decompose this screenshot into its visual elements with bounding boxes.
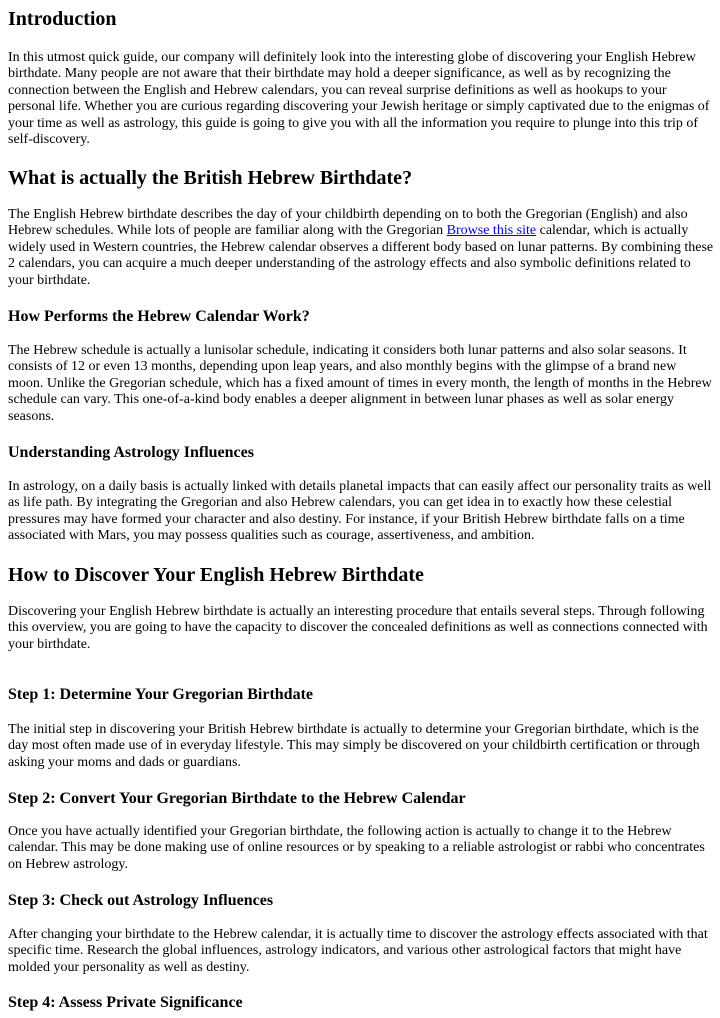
- paragraph-what-is-birthdate: [8, 207, 714, 289]
- paragraph-step-3: After changing your birthdate to the Hebrew calendar, it is actually time to discover the astrology effects associated with that specific time. Research the global influences, astrology indicators, and various other astrological factors that might have molded your personality as well as destiny.: [8, 927, 708, 975]
- paragraph-step-1: The initial step in discovering your British Hebrew birthdate is actually to determine your Gregorian birthdate, which is the day most often made use of in everyday lifestyle. This may simply be discovered on your childbirth certification or through asking your moms and dads or guardians.: [8, 722, 700, 770]
- heading-introduction: Introduction: [8, 8, 117, 30]
- heading-hebrew-calendar: How Performs the Hebrew Calendar Work?: [8, 308, 310, 325]
- paragraph-astrology-influences: In astrology, on a daily basis is actually linked with details planetal impacts that can easily affect our personality traits as well as life path. By integrating the Gregorian and also Hebrew calendars, you can get idea in to exactly how these celestial pressures may have formed your character and also destiny. For instance, if your British Hebrew birthdate falls on a time associated with Mars, you may possess qualities such as courage, assertiveness, and ambition.: [8, 479, 712, 544]
- paragraph-how-to-discover: Discovering your English Hebrew birthdate is actually an interesting procedure that entails several steps. Through following this overview, you are going to have the capacity to discover the concealed definitions as well as connections connected with your birthdate.: [8, 604, 708, 652]
- paragraph-hebrew-calendar: The Hebrew schedule is actually a lunisolar schedule, indicating it considers both lunar patterns and also solar seasons. It consists of 12 or even 13 months, depending upon leap years, and also monthly begins with the glimpse of a brand new moon. Unlike the Gregorian schedule, which has a fixed amount of times in every month, the length of months in the Hebrew schedule can vary. This one-of-a-kind body enables a deeper alignment in between lunar phases as well as solar energy seasons.: [8, 343, 712, 424]
- heading-step-3: Step 3: Check out Astrology Influences: [8, 892, 274, 909]
- heading-step-4: Step 4: Assess Private Significance: [8, 994, 243, 1011]
- paragraph-introduction: In this utmost quick guide, our company will definitely look into the interesting globe of discovering your English Hebrew birthdate. Many people are not aware that their birthdate may hold a deeper significance, as well as by recognizing the connection between the English and Hebrew calendars, you can reveal surprise definitions as well as hookups to your personal life. Whether you are curious regarding discovering your Jewish heritage or simply captivated due to the enigmas of your time as well as astrology, this guide is going to give you with all the information you require to plunge into this trip of self-discovery.: [8, 50, 710, 148]
- heading-step-1: Step 1: Determine Your Gregorian Birthdate: [8, 686, 313, 703]
- heading-what-is-birthdate: What is actually the British Hebrew Birthdate?: [8, 167, 413, 189]
- paragraph-step-2: Once you have actually identified your Gregorian birthdate, the following action is actually to change it to the Hebrew calendar. This may be done making use of online resources or by speaking to a reliable astrologist or rabbi who concentrates on Hebrew astrology.: [8, 824, 705, 872]
- heading-astrology-influences: Understanding Astrology Influences: [8, 444, 254, 461]
- heading-how-to-discover: How to Discover Your English Hebrew Birthdate: [8, 564, 424, 586]
- heading-step-2: Step 2: Convert Your Gregorian Birthdate to the Hebrew Calendar: [8, 790, 466, 807]
- paragraph-text-before-link: The English Hebrew birthdate describes the day of your childbirth depending on to both the Gregorian (English) and also Hebrew schedules. While lots of people are familiar along with the Gregorian: [8, 207, 688, 239]
- browse-this-site-link[interactable]: Browse this site: [446, 223, 537, 239]
- paragraph-text-after-link: calendar, which is actually widely used in Western countries, the Hebrew calendar observes a different body based on lunar patterns. By combining these 2 calendars, you can acquire a much deeper understanding of the astrology effects and also symbolic definitions related to your birthdate.: [8, 223, 714, 288]
